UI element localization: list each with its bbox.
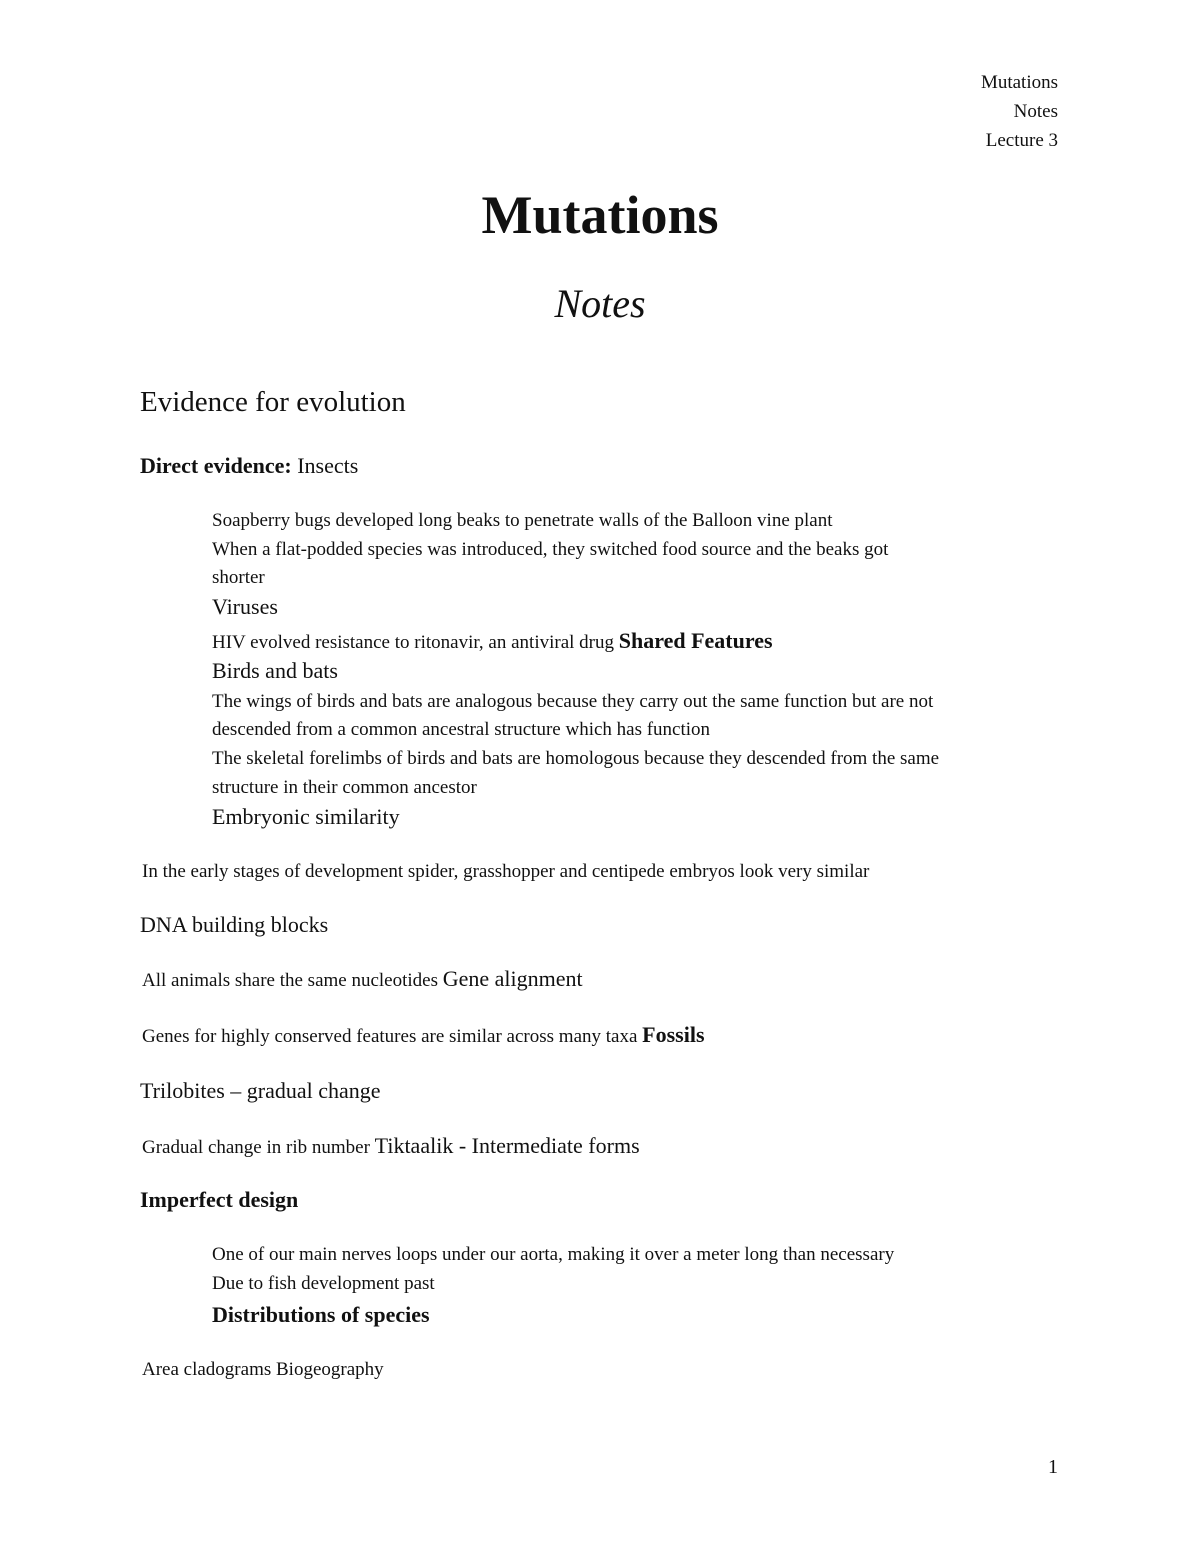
direct-evidence-line [140,453,358,479]
viruses-paragraph-text: HIV evolved resistance to ritonavir, an antiviral drug [212,632,619,653]
viruses-paragraph [212,628,773,654]
document-subtitle: Notes [554,281,646,326]
birds-bats-paragraph-1b: descended from a common ancestral structure which has function [212,719,711,740]
document-title: Mutations [481,185,719,245]
fossils-heading: Fossils [642,1022,705,1047]
dna-paragraph-1 [142,966,583,992]
birds-bats-paragraph-1a: The wings of birds and bats are analogous because they carry out the same function but are not [212,691,934,712]
imperfect-paragraph-2: Due to fish development past [212,1273,435,1294]
birds-bats-paragraph-2b: structure in their common ancestor [212,777,477,798]
distributions-paragraph: Area cladograms Biogeography [142,1359,384,1380]
trilobites-paragraph-text: Gradual change in rib number [142,1137,375,1158]
header-line-3: Lecture 3 [985,130,1058,151]
embryonic-paragraph: In the early stages of development spider, grasshopper and centipede embryos look very similar [142,861,870,882]
header-line-1: Mutations [980,72,1058,93]
birds-bats-paragraph-2a: The skeletal forelimbs of birds and bats are homologous because they descended from the same [212,748,940,769]
insects-paragraph-2b: shorter [212,567,265,588]
section-heading-evidence: Evidence for evolution [140,386,406,418]
distributions-heading: Distributions of species [212,1302,430,1327]
birds-bats-label: Birds and bats [212,658,338,683]
dna-paragraph-2 [142,1022,705,1048]
viruses-label: Viruses [212,594,278,619]
dna-paragraph-2-text: Genes for highly conserved features are similar across many taxa [142,1026,643,1047]
dna-paragraph-1-text: All animals share the same nucleotides [142,970,443,991]
tiktaalik-label: Tiktaalik - Intermediate forms [374,1133,640,1158]
header-line-2: Notes [1013,101,1058,122]
trilobites-label: Trilobites – gradual change [140,1078,381,1103]
trilobites-paragraph [142,1133,640,1159]
shared-features-heading: Shared Features [618,628,773,653]
gene-alignment-label: Gene alignment [442,966,583,991]
imperfect-paragraph-1: One of our main nerves loops under our aorta, making it over a meter long than necessary [212,1244,895,1265]
embryonic-label: Embryonic similarity [212,804,400,829]
imperfect-design-heading: Imperfect design [140,1187,299,1212]
page-number: 1 [1048,1456,1058,1478]
direct-evidence-label: Direct evidence: [140,453,292,478]
direct-evidence-topic: Insects [291,453,359,478]
insects-paragraph-2a: When a flat-podded species was introduced, they switched food source and the beaks got [212,539,889,560]
dna-label: DNA building blocks [140,912,329,937]
insects-paragraph-1: Soapberry bugs developed long beaks to penetrate walls of the Balloon vine plant [212,510,833,531]
